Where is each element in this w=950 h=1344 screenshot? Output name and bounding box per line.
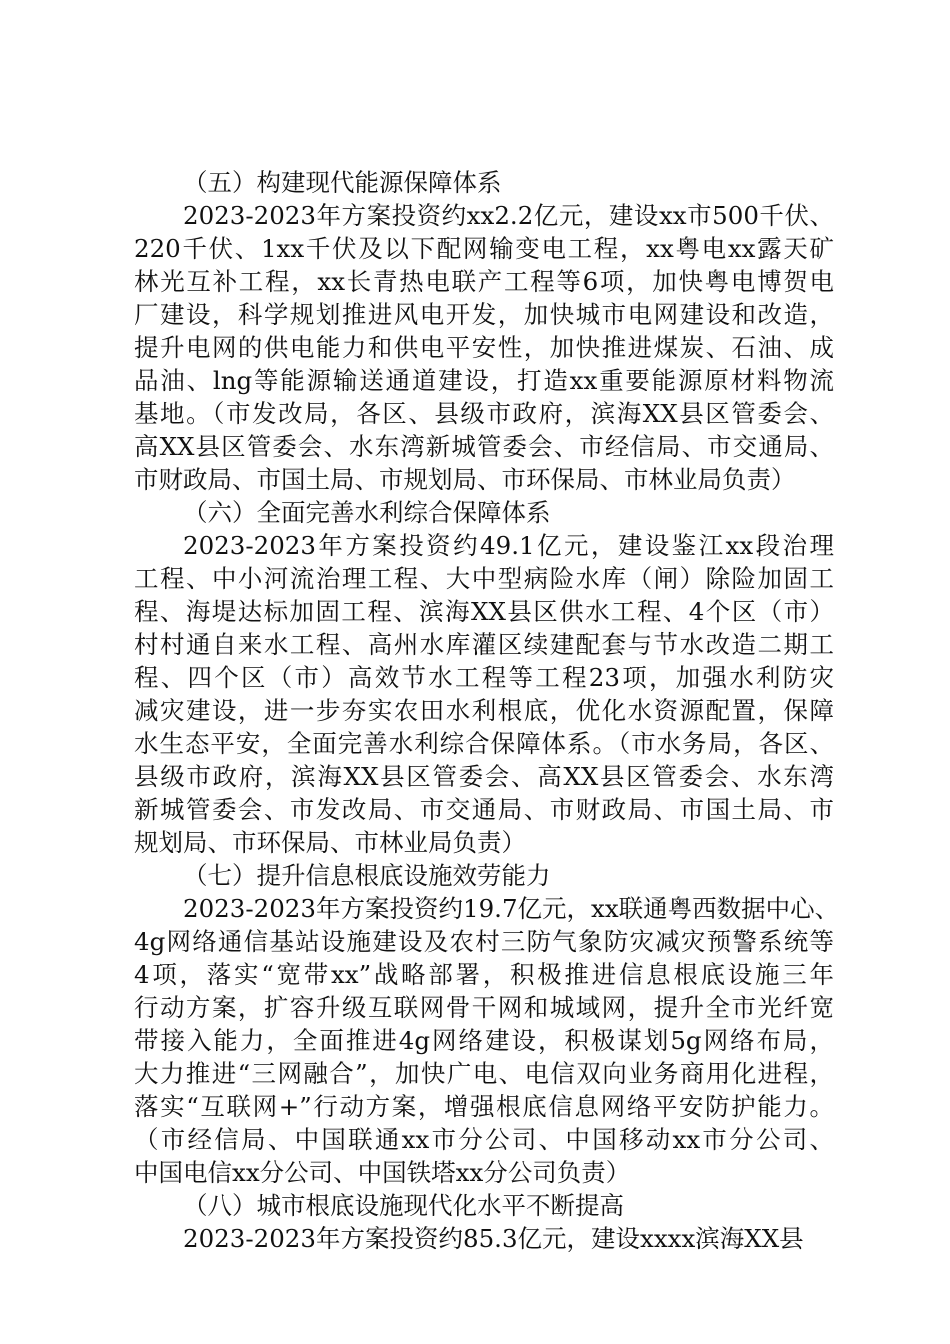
paragraph-line: 大力推进“三网融合”，加快广电、电信双向业务商用化进程， <box>134 1059 834 1088</box>
paragraph-line: 2023-2023年方案投资约85.3亿元，建设xxxx滨海XX县 <box>183 1224 804 1253</box>
section-heading: （八）城市根底设施现代化水平不断提高 <box>183 1191 624 1220</box>
paragraph-line: 村村通自来水工程、高州水库灌区续建配套与节水改造二期工 <box>134 630 834 659</box>
paragraph-line: 厂建设，科学规划推进风电开发，加快城市电网建设和改造， <box>134 300 834 329</box>
section-heading: （七）提升信息根底设施效劳能力 <box>183 861 551 890</box>
paragraph-line: （市经信局、中国联通xx市分公司、中国移动xx市分公司、 <box>134 1125 834 1154</box>
paragraph-line: 程、海堤达标加固工程、滨海XX县区供水工程、4个区（市） <box>134 597 834 626</box>
paragraph-line: 2023-2023年方案投资约19.7亿元，xx联通粤西数据中心、 <box>183 894 840 923</box>
paragraph-line: 4g网络通信基站设施建设及农村三防气象防灾减灾预警系统等 <box>134 927 834 956</box>
paragraph-line: 林光互补工程，xx长青热电联产工程等6项，加快粤电博贺电 <box>134 267 834 296</box>
section <box>134 166 834 496</box>
paragraph-line: 品油、lng等能源输送通道建设，打造xx重要能源原材料物流 <box>134 366 834 395</box>
section <box>134 1189 834 1255</box>
section <box>134 496 834 859</box>
paragraph-line: 工程、中小河流治理工程、大中型病险水库（闸）除险加固工 <box>134 564 834 593</box>
section-heading: （六）全面完善水利综合保障体系 <box>183 498 551 527</box>
paragraph-line: 减灾建设，进一步夯实农田水利根底，优化水资源配置，保障 <box>134 696 834 725</box>
section <box>134 859 840 1189</box>
paragraph-line: 高XX县区管委会、水东湾新城管委会、市经信局、市交通局、 <box>134 432 834 461</box>
paragraph-line: 2023-2023年方案投资约49.1亿元，建设鉴江xx段治理 <box>183 531 834 560</box>
paragraph-line: 2023-2023年方案投资约xx2.2亿元，建设xx市500千伏、 <box>183 201 834 230</box>
paragraph-line: 新城管委会、市发改局、市交通局、市财政局、市国土局、市 <box>134 795 834 824</box>
paragraph-line: 带接入能力，全面推进4g网络建设，积极谋划5g网络布局， <box>134 1026 834 1055</box>
paragraph-line: 基地。（市发改局，各区、县级市政府，滨海XX县区管委会、 <box>134 399 834 428</box>
paragraph-line: 220千伏、1xx千伏及以下配网输变电工程，xx粤电xx露天矿 <box>134 234 834 263</box>
paragraph-line: 提升电网的供电能力和供电平安性，加快推进煤炭、石油、成 <box>134 333 834 362</box>
paragraph-line: 行动方案，扩容升级互联网骨干网和城域网，提升全市光纤宽 <box>134 993 834 1022</box>
paragraph-line: 县级市政府，滨海XX县区管委会、高XX县区管委会、水东湾 <box>134 762 834 791</box>
paragraph-line: 4项，落实“宽带xx”战略部署，积极推进信息根底设施三年 <box>134 960 834 989</box>
document-page <box>134 166 840 1255</box>
section-heading: （五）构建现代能源保障体系 <box>183 168 502 197</box>
paragraph-line: 规划局、市环保局、市林业局负责） <box>134 828 526 857</box>
paragraph-line: 程、四个区（市）高效节水工程等工程23项，加强水利防灾 <box>134 663 834 692</box>
paragraph-line: 落实“互联网+”行动方案，增强根底信息网络平安防护能力。 <box>134 1092 834 1121</box>
paragraph-line: 中国电信xx分公司、中国铁塔xx分公司负责） <box>134 1158 631 1187</box>
paragraph-line: 水生态平安，全面完善水利综合保障体系。（市水务局，各区、 <box>134 729 834 758</box>
paragraph-line: 市财政局、市国土局、市规划局、市环保局、市林业局负责） <box>134 465 796 494</box>
